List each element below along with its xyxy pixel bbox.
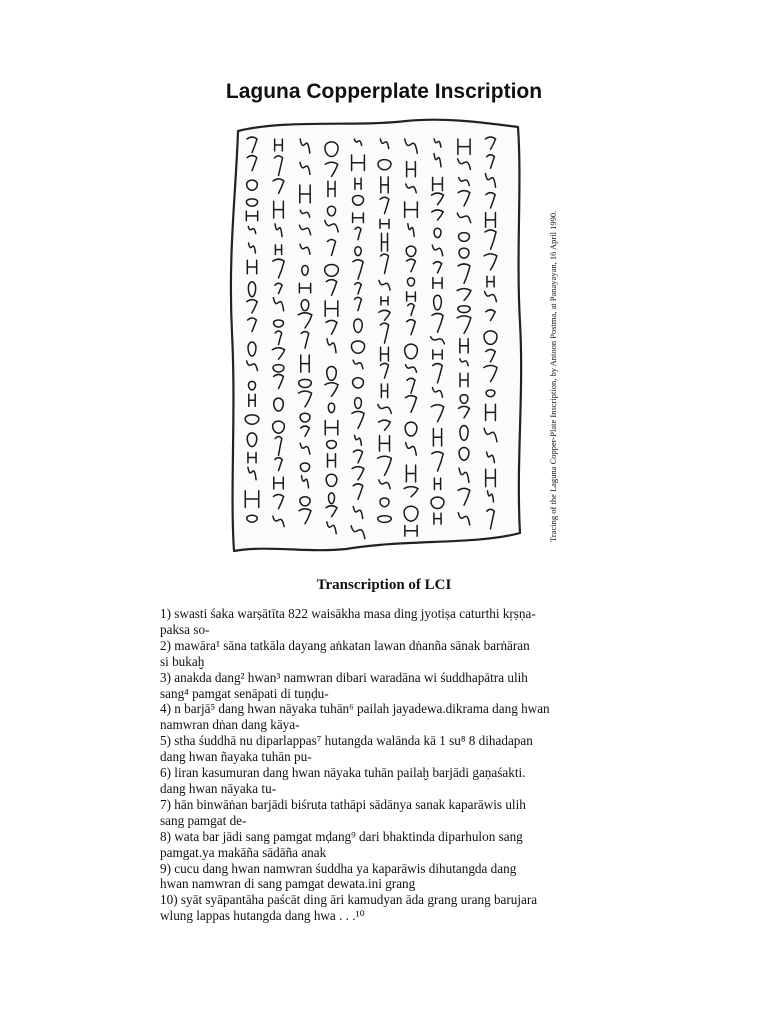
transcription-line: 3) anakda dang² hwan³ namwran dibari waradāna wi śuddhapātra ulih [160,669,528,685]
transcription-line: 6) liran kasumuran dang hwan nāyaka tuhān pailaḫ barjādi gaṇaśakti. [160,765,526,781]
transcription-line: 4) n barjā⁵ dang hwan nāyaka tuhān⁶ pailah jayadewa.dikrama dang hwan [160,701,550,717]
transcription-line: 7) hān binwāṅan barjādi biśruta tathāpi sādānya sanak kaparāwis ulih [160,796,526,812]
transcription-line: pamgat.ya makāña sādāña anak [160,844,327,860]
transcription-line: dang hwan ñayaka tuhān pu- [160,749,312,765]
copperplate-tracing-image [226,113,526,559]
transcription-line: sang⁴ pamgat senāpati di tuṇḍu- [160,685,329,701]
transcription-line: 2) mawāra¹ sāna tatkāla dayang aṅkatan lawan dṅanña sānak barṅāran [160,637,530,653]
transcription-line: si bukaḫ [160,653,205,669]
transcription-line: dang hwan nāyaka tu- [160,780,277,796]
transcription-line: 8) wata bar jādi sang pamgat mḍang⁹ dari bhaktinda diparhulon sang [160,828,523,844]
page-title: Laguna Copperplate Inscription [225,80,543,103]
transcription-line: 5) stha śuddhā nu diparlappas⁷ hutangda walānda kā 1 su⁸ 8 dihadapan [160,733,533,749]
transcription-heading: Transcription of LCI [316,577,452,593]
image-caption [532,182,558,542]
image-caption-text: Tracing of the Laguna Copper-Plate Inscription, by Antoon Postma, at Panayayan, 16 April 1990. [548,210,558,542]
transcription-line: 1) swasti śaka warṣātīta 822 waisākha masa ding jyotiṣa caturthi kṛṣṇa- [160,606,536,621]
transcription-line: 10) syāt syāpantāha paścāt ding āri kamudyan āda grang urang barujara [160,892,538,908]
transcription-line: 9) cucu dang hwan namwran śuddha ya kaparāwis dihutangda dang [160,860,517,876]
transcription-line: wlung lappas hutangda dang hwa . . .¹⁰ [160,908,365,924]
transcription-line: namwran dṅan dang kāya- [160,717,300,733]
transcription-line: paksa so- [160,621,210,637]
transcription-line: hwan namwran di sang pamgat dewata.ini grang [160,876,416,892]
transcription-line: sang pamgat de- [160,812,247,828]
transcription-block [160,606,620,924]
